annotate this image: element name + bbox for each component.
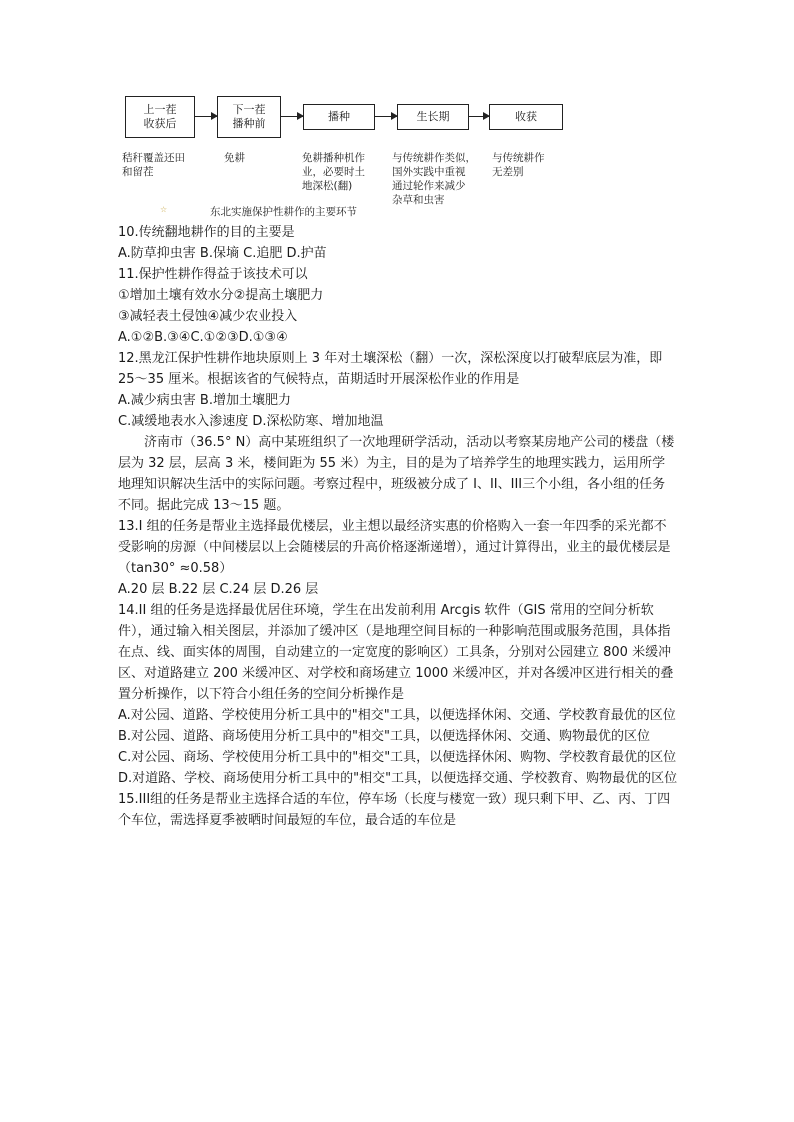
watermark-icon: ☆ bbox=[160, 205, 168, 214]
flow-arrow bbox=[195, 116, 217, 117]
question-11-options: A.①②B.③④C.①②③D.①③④ bbox=[118, 330, 288, 345]
stage-box-growing: 生长期 bbox=[397, 104, 469, 130]
stage-note: 与传统耕作类似， 国外实践中重视 通过轮作来减少 杂草和虫害 bbox=[392, 152, 476, 206]
question-12-options: A.减少病虫害 B.增加土壤肥力 bbox=[118, 393, 291, 408]
stage-note: 免耕播种机作 业，必要时土 地深松(翻) bbox=[302, 152, 365, 192]
question-14-option-b: B.对公园、道路、商场使用分析工具中的"相交"工具，以便选择休闲、交通、购物最优的区位 bbox=[118, 729, 651, 744]
question-14-option-d: D.对道路、学校、商场使用分析工具中的"相交"工具，以便选择交通、学校教育、购物最优的区位 bbox=[118, 771, 678, 786]
question-13-options: A.20 层 B.22 层 C.24 层 D.26 层 bbox=[118, 582, 319, 597]
flow-arrow bbox=[469, 116, 489, 117]
stage-box-previous-harvest: 上一茬 收获后 bbox=[125, 96, 195, 138]
flow-arrow bbox=[375, 116, 397, 117]
question-14-option-a: A.对公园、道路、学校使用分析工具中的"相交"工具，以便选择休闲、交通、学校教育最优的区位 bbox=[118, 708, 676, 723]
stage-note: 免耕 bbox=[224, 152, 245, 164]
question-11-items: ③减轻表土侵蚀④减少农业投入 bbox=[118, 309, 298, 324]
question-text bbox=[118, 222, 678, 831]
question-11-items: ①增加土壤有效水分②提高土壤肥力 bbox=[118, 288, 324, 303]
question-12: 12.黑龙江保护性耕作地块原则上 3 年对土壤深松（翻）一次，深松深度以打破犁底层为准，即 25～35 厘米。根据该省的气候特点，苗期适时开展深松作业的作用是 bbox=[118, 351, 663, 387]
diagram-caption: 东北实施保护性耕作的主要环节 bbox=[210, 206, 357, 218]
stage-box-sowing: 播种 bbox=[303, 104, 375, 130]
stage-box-harvest: 收获 bbox=[489, 104, 563, 130]
question-10: 10.传统翻地耕作的目的主要是 bbox=[118, 225, 295, 240]
stage-note: 与传统耕作 无差别 bbox=[492, 152, 545, 178]
question-14-option-c: C.对公园、商场、学校使用分析工具中的"相交"工具，以便选择休闲、购物、学校教育最优的区位 bbox=[118, 750, 677, 765]
question-13: 13.I 组的任务是帮业主选择最优楼层，业主想以最经济实惠的价格购入一套一年四季的采光都不受影响的房源（中间楼层以上会随楼层的升高价格逐渐递增），通过计算得出，业主的最优楼层是（tan30° ≈0.58） bbox=[118, 519, 671, 576]
stage-box-before-sowing: 下一茬 播种前 bbox=[217, 96, 281, 138]
question-14: 14.II 组的任务是选择最优居住环境，学生在出发前利用 Arcgis 软件（GIS 常用的空间分析软件），通过输入相关图层，并添加了缓冲区（是地理空间目标的一种影响范围或服务范围，具体指在点、线、面实体的周围，自动建立的一定宽度的影响区）工具条，分别对公园建立 800 米缓冲区、对道路建立 200 米缓冲区、对学校和商场建立 1000 米缓冲区，并对各缓冲区进行相关的叠置分析操作，以下符合小组任务的空间分析操作是 bbox=[118, 603, 674, 702]
stage-note: 秸秆覆盖还田 和留茬 bbox=[122, 152, 185, 178]
passage-paragraph: 济南市（36.5° N）高中某班组织了一次地理研学活动，活动以考察某房地产公司的楼盘（楼层为 32 层，层高 3 米，楼间距为 55 米）为主，目的是为了培养学生的地理实践力，运用所学地理知识解决生活中的实际问题。考察过程中，班级被分成了 I、II、III三个小组，各小组的任务不同。据此完成 13～15 题。 bbox=[118, 435, 675, 513]
question-11: 11.保护性耕作得益于该技术可以 bbox=[118, 267, 308, 282]
flow-arrow bbox=[281, 116, 303, 117]
question-15: 15.III组的任务是帮业主选择合适的车位，停车场（长度与楼宽一致）现只剩下甲、乙、丙、丁四个车位，需选择夏季被晒时间最短的车位，最合适的车位是 bbox=[118, 792, 671, 828]
question-10-options: A.防草抑虫害 B.保墒 C.追肥 D.护苗 bbox=[118, 246, 327, 261]
question-12-options: C.减缓地表水入渗速度 D.深松防寒、增加地温 bbox=[118, 414, 384, 429]
